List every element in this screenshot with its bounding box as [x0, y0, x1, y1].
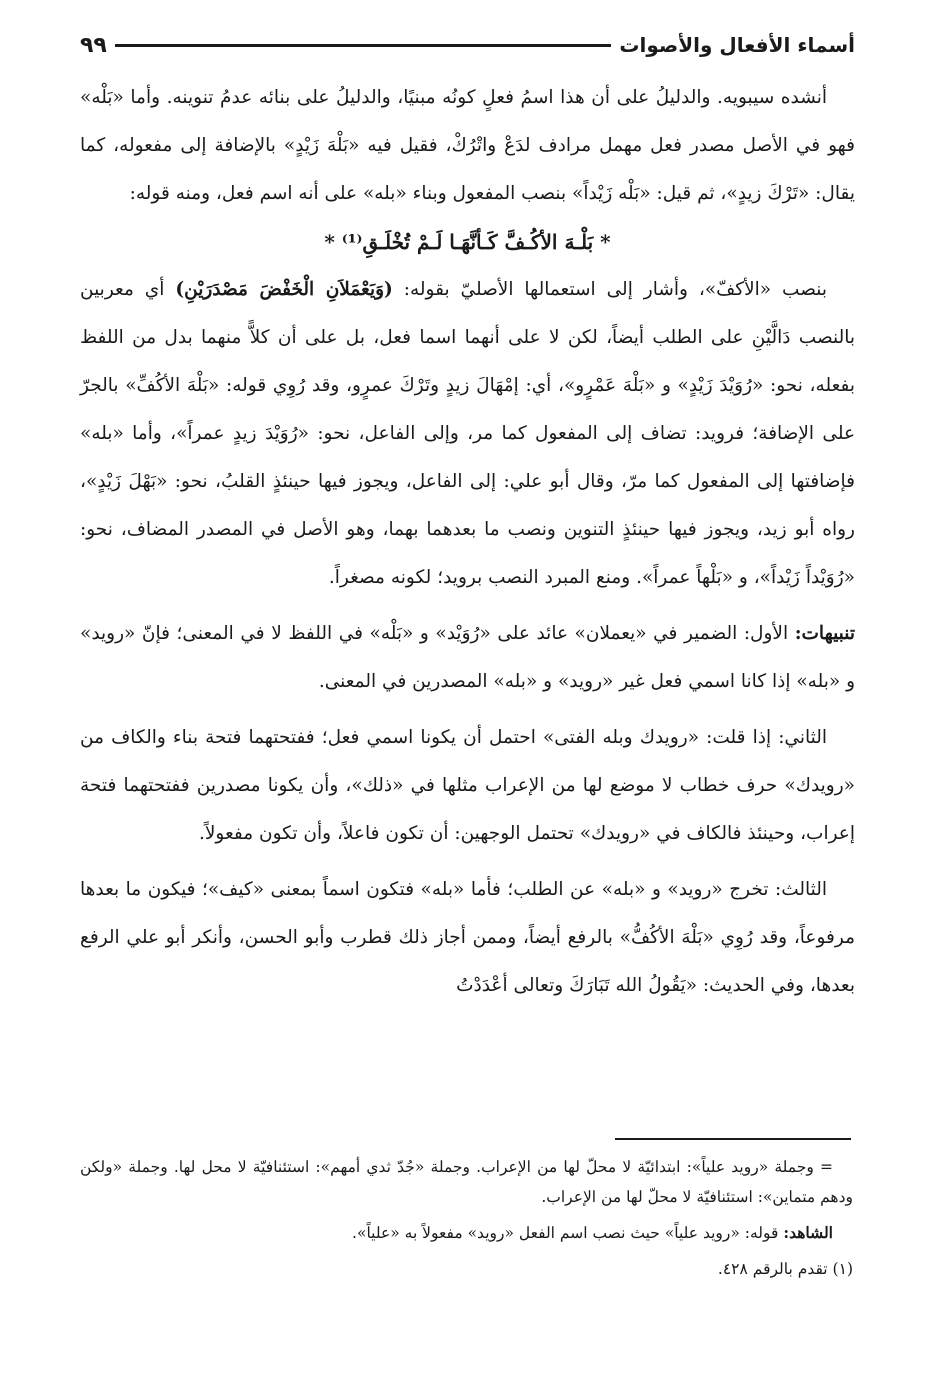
- paragraph-3: [80, 610, 855, 706]
- paragraph-2-lead: بنصب «الأكفّ»، وأشار إلى استعمالها الأصليّ بقوله:: [403, 279, 827, 300]
- verse-line: * بَلْـهَ الأكُـفَّ كَـأنَّهَـا لَـمْ تُخْلَـقِ⁽¹⁾ *: [324, 230, 611, 254]
- paragraph-4: الثاني: إذا قلت: «رويدك وبله الفتى» احتمل أن يكونا اسمي فعل؛ ففتحتهما فتحة بناء والكاف من «رويدك» حرف خطاب لا موضع لها من الإعراب مثلها في «ذلك»، وأن يكونا مصدرين ففتحتهما فتحة إعراب، وحينئذ فالكاف في «رويدك» تحتمل الوجهين: أن تكون فاعلاً، وأن تكون مفعولاً.: [80, 727, 855, 844]
- shahid-label: الشاهد:: [783, 1223, 833, 1242]
- paragraph-5: الثالث: تخرج «رويد» و «بله» عن الطلب؛ فأما «بله» فتكون اسماً بمعنى «كيف»؛ فيكون ما بعدها مرفوعاً، وقد رُوِي «بَلْهَ الأكُفُّ» بالرفع أيضاً، وممن أجاز ذلك قطرب وأبو الحسن، وأنكر أبو علي الرفع بعدها، وفي الحديث: «يَقُولُ الله تَبَارَكَ وتعالى أعْدَدْتُ: [80, 879, 855, 996]
- chapter-title: أسماء الأفعال والأصوات: [619, 33, 855, 57]
- footnote-1: (١) تقدم بالرقم ٤٢٨.: [717, 1260, 853, 1278]
- footnote-rule: [615, 1138, 851, 1140]
- running-header: [80, 28, 855, 62]
- paragraph-3-text: الأول: الضمير في «يعملان» عائد على «رُوَيْد» و «بَلْه» في اللفظ لا في المعنى؛ فإنّ «رويد» و «بله» إذا كانا اسمي فعل غير «رويد» و «بله» المصدرين في المعنى.: [80, 623, 855, 692]
- notes-label: تنبيهات:: [794, 623, 855, 644]
- main-text: [80, 74, 855, 1010]
- paragraph-2-rest: أي معربين بالنصب دَالَّيْنِ على الطلب أيضاً، لكن لا على أنهما اسما فعل، بل على أن كلاًّ منهما بدل من اللفظ بفعله، نحو: «رُوَيْدَ زَيْدٍ» و «بَلْهَ عَمْرٍو»، أي: إمْهَالَ زيدٍ وتَرْكَ عمرٍو، وقد رُوِي قوله: «بَلْهَ الأكُفِّ» بالجرّ على الإضافة؛ فرويد: تضاف إلى المفعول كما مر، وإلى الفاعل، نحو: «رُوَيْدَ زيدٍ عمراً»، وأما «بله» فإضافتها إلى المفعول كما مرّ، وقال أبو علي: إلى الفاعل، ويجوز فيها حينئذٍ القلبُ، نحو: «بَهْلَ زَيْدٍ»، رواه أبو زيد، ويجوز فيها حينئذٍ التنوين ونصب ما بعدهما بهما، وهو الأصل في المصدر المضاف، نحو: «رُوَيْداً زَيْداً»، و «بَلْهاً عمراً». ومنع المبرد النصب برويد؛ لكونه مصغراً.: [80, 279, 855, 588]
- verse-quote: (وَيَعْمَلاَنِ الْخَفْضَ مَصْدَرَيْنِ): [175, 279, 393, 300]
- footnote-continued: = وجملة «رويد علياً»: ابتدائيّة لا محلّ لها من الإعراب. وجملة «جُدّ ثدي أمهم»: استئنافيّة لا محل لها. وجملة «ولكن ودهم متماين»: استئنافيّة لا محلّ لها من الإعراب.: [80, 1158, 853, 1206]
- header-rule: [115, 44, 612, 47]
- shahid-text: قوله: «رويد علياً» حيث نصب اسم الفعل «رويد» مفعولاً به «علياً».: [352, 1224, 784, 1242]
- paragraph-1: أنشده سيبويه. والدليلُ على أن هذا اسمُ فعلٍ كونُه مبنيًا، والدليلُ على بنائه عدمُ تنوينه. وأما «بَلْه» فهو في الأصل مصدر فعل مهمل مرادف لدَعْ واتْرُكْ، فقيل فيه «بَلْهَ زَيْدٍ» بالإضافة إلى مفعوله، كما يقال: «تَرْكَ زيدٍ»، ثم قيل: «بَلْه زَيْداً» بنصب المفعول وبناء «بله» على أنه اسم فعل، ومنه قوله:: [80, 87, 855, 204]
- footnotes: [80, 1152, 853, 1290]
- paragraph-2: [80, 266, 855, 602]
- footnote-shahid: [80, 1218, 853, 1248]
- page-number: ٩٩: [80, 32, 107, 58]
